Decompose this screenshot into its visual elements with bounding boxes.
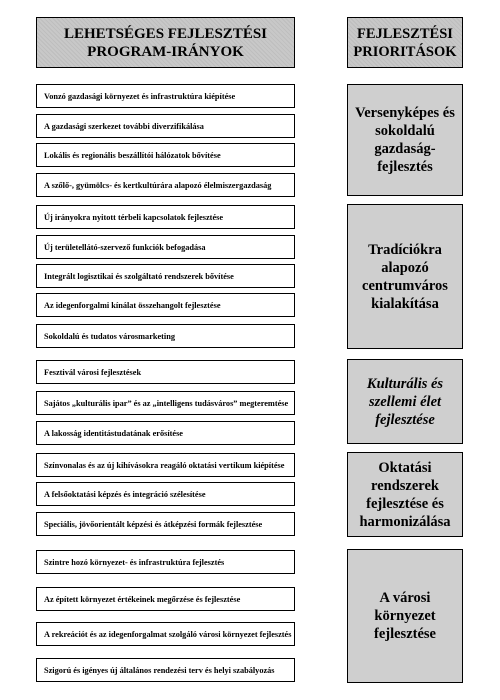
priority-line: alapozó	[381, 259, 429, 276]
program-item-label: Fesztivál városi fejlesztések	[44, 367, 142, 377]
priority-line: centrumváros	[362, 277, 448, 294]
program-item-label: Vonzó gazdasági környezet és infrastruktúra kiépítése	[44, 91, 236, 101]
program-item	[36, 293, 295, 317]
priority-line: Tradíciókra	[368, 241, 442, 258]
priorities-header	[347, 17, 463, 68]
program-item	[36, 622, 295, 646]
program-item	[36, 587, 295, 611]
program-item	[36, 173, 295, 197]
program-item	[36, 421, 295, 445]
priority-line: sokoldalú	[375, 123, 435, 139]
program-item-label: A rekreációt és az idegenforgalmat szolgáló városi környezet fejlesztés	[44, 629, 292, 639]
program-item-label: Szigorú és igényes új általános rendezési terv és helyi szabályozás	[44, 665, 275, 675]
program-directions-header	[36, 17, 295, 68]
priorities-header-line-1: FEJLESZTÉSI	[357, 25, 453, 42]
program-item	[36, 391, 295, 415]
program-item	[36, 205, 295, 229]
priority-line: A városi	[379, 590, 431, 606]
program-item	[36, 658, 295, 682]
program-item-label: Színvonalas és az új kihívásokra reagáló oktatási vertikum kiépítése	[44, 460, 285, 470]
program-item	[36, 512, 295, 536]
priority-line: fejlesztése	[374, 626, 436, 642]
program-item	[36, 550, 295, 574]
priority-line: fejlesztése és	[366, 495, 444, 512]
program-item-label: Új irányokra nyitott térbeli kapcsolatok fejlesztése	[44, 212, 224, 222]
priority-line: rendszerek	[371, 477, 439, 494]
program-item	[36, 114, 295, 138]
program-item-label: Sajátos „kulturális ipar” és az „intelligens tudásváros” megteremtése	[44, 398, 289, 408]
program-item-label: Az épített környezet értékeinek megőrzése és fejlesztése	[44, 594, 241, 604]
priority-line: Oktatási	[378, 459, 432, 476]
priority-line: környezet	[374, 608, 436, 624]
program-item-label: Új területellátó-szervező funkciók befogadása	[44, 242, 206, 252]
program-item-label: A felsőoktatási képzés és integráció szélesítése	[44, 489, 206, 499]
priority-line: harmonizálása	[359, 513, 451, 530]
priority-economy	[347, 84, 463, 196]
program-item	[36, 360, 295, 384]
program-item	[36, 235, 295, 259]
program-item	[36, 482, 295, 506]
priority-line: Kulturális és	[366, 375, 444, 392]
program-directions-header-line-2: PROGRAM-IRÁNYOK	[87, 43, 244, 60]
priority-line: Versenyképes és	[355, 105, 455, 121]
priority-line: kialakítása	[371, 295, 439, 312]
program-item	[36, 324, 295, 348]
program-item	[36, 264, 295, 288]
program-directions-header-line-1: LEHETSÉGES FEJLESZTÉSI	[63, 25, 267, 42]
priorities-header-line-2: PRIORITÁSOK	[353, 43, 457, 60]
program-item-label: Szintre hozó környezet- és infrastruktúra fejlesztés	[44, 557, 225, 567]
program-item-label: Sokoldalú és tudatos városmarketing	[44, 331, 176, 341]
program-item-label: Integrált logisztikai és szolgáltató rendszerek bővítése	[44, 271, 234, 281]
priority-environment	[347, 549, 463, 683]
program-item-label: A gazdasági szerkezet további diverzifikálása	[44, 121, 204, 131]
priority-line: szellemi élet	[368, 393, 442, 410]
priority-education	[347, 452, 463, 537]
program-item-label: Speciális, jövőorientált képzési és átképzési formák fejlesztése	[44, 519, 263, 529]
program-item-label: Lokális és regionális beszállítói hálózatok bővítése	[44, 150, 221, 160]
priority-culture	[347, 359, 463, 444]
program-item-label: A szőlő-, gyümölcs- és kertkultúrára alapozó élelmiszergazdaság	[44, 180, 272, 190]
priority-line: fejlesztése	[375, 411, 435, 428]
program-item-label: A lakosság identitástudatának erősítése	[44, 428, 183, 438]
priority-line: fejlesztés	[377, 159, 433, 175]
program-item	[36, 84, 295, 108]
program-item	[36, 143, 295, 167]
program-item-label: Az idegenforgalmi kínálat összehangolt fejlesztése	[44, 300, 221, 310]
priority-town-centre	[347, 204, 463, 349]
program-item	[36, 453, 295, 477]
priority-line: gazdaság-	[374, 141, 436, 157]
